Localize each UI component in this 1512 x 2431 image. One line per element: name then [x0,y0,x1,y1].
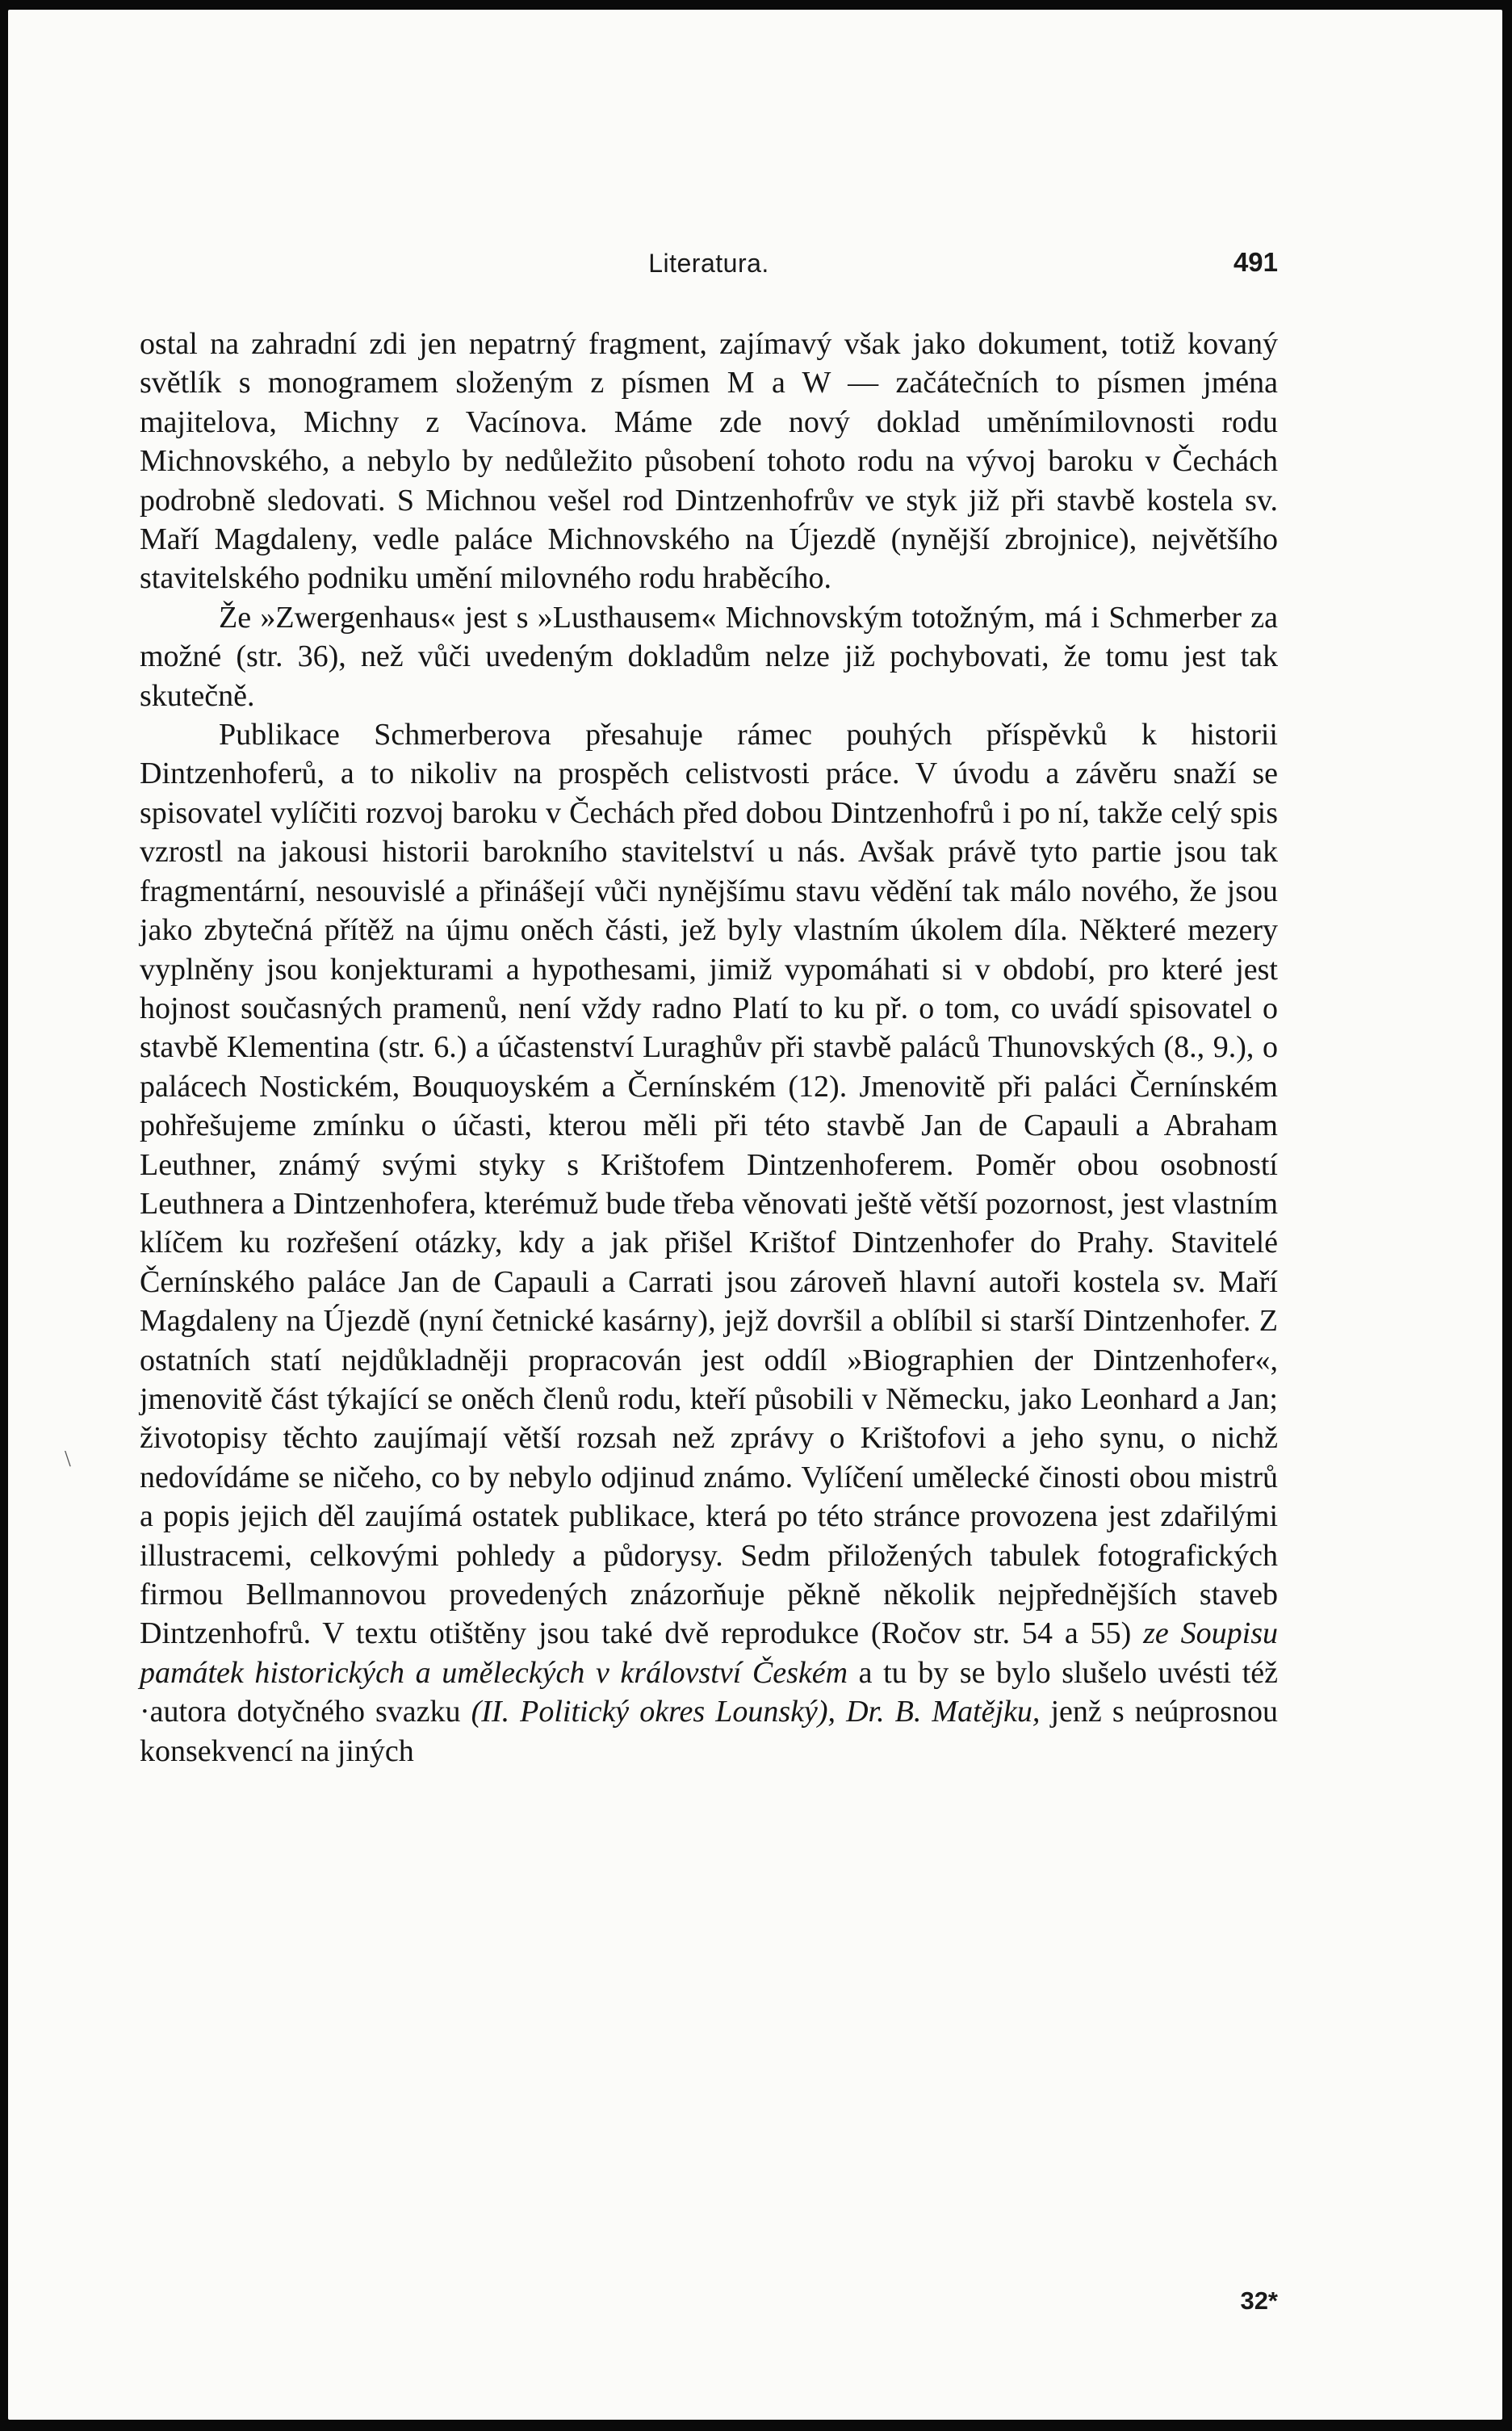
paragraph-publikace-end: jenž s neúprosnou konsekvencí na jiných [140,1695,1278,1768]
page-number: 491 [1233,247,1278,277]
italic-soupis-title: ze Soupisu památek historických a uměleckých v království Českém [140,1616,1279,1690]
signature-mark: 32* [1240,2286,1278,2315]
running-head [140,244,1278,284]
paragraph-zwergenhaus: Že »Zwergenhaus« jest s »Lusthausem« Michnovským totožným, má i Schmerber za možné (str. 36), než vůči uvedeným dokladům nelze již pochybovati, že tomu jest tak skutečně. [140,600,1278,713]
paragraph-continuation: ostal na zahradní zdi jen nepatrný fragment, zajímavý však jako dokument, totiž kovaný světlík s monogramem složeným z písmen M a W — začátečních to písmen jména majitelova, Michny z Vacínova. Máme zde nový doklad uměnímilovnosti rodu Michnovského, a nebylo by nedůležito působení tohoto rodu na vývoj baroku v Čechách podrobně sledovati. S Michnou vešel rod Dintzenhofrův ve styk již při stavbě kostela sv. Maří Magdaleny, vedle paláce Michnovského na Újezdě (nynější zbrojnice), největšího stavitelského podniku umění milovného rodu hraběcího. [140,327,1278,596]
margin-mark: \ [65,1447,71,1472]
paragraph-publikace [140,715,1278,1771]
italic-author-reference: (II. Politický okres Lounský), Dr. B. Matějku, [471,1695,1041,1729]
paragraph-publikace-middle: a tu by se bylo slušelo uvésti též ·autora dotyčného svazku [140,1655,1278,1729]
running-head-title: Literatura. [648,249,769,278]
paragraph-publikace-text: Publikace Schmerberova přesahuje rámec pouhých příspěvků k historii Dintzenhoferů, a to nikoliv na prospěch celistvosti práce. V úvodu a závěru snaží se spisovatel vylíčiti rozvoj baroku v Čechách před dobou Dintzenhofrů i po ní, takže celý spis vzrostl na jakousi historii barokního stavitelství u nás. Avšak právě tyto partie jsou tak fragmentární, nesouvislé a přinášejí vůči nynějšímu stavu vědění tak málo nového, že jsou jako zbytečná přítěž na újmu oněch části, jež byly vlastním úkolem díla. Některé mezery vyplněny jsou konjekturami a hypothesami, jimiž vypomáhati si v období, pro které jest hojnost současných pramenů, není vždy radno Platí to ku př. o tom, co uvádí spisovatel o stavbě Klementina (str. 6.) a účastenství Luraghův při stavbě paláců Thunovských (8., 9.), o palácech Nostickém, Bouquoyském a Černínském (12). Jmenovitě při paláci Černínském pohřešujeme zmínku o účasti, kterou měli při této stavbě Jan de Capauli a Abraham Leuthner, známý svými styky s Krištofem Dintzenhoferem. Poměr obou osobností Leuthnera a Dintzenhofera, kterémuž bude třeba věnovati ještě větší pozornost, jest vlastním klíčem ku rozřešení otázky, kdy a jak přišel Krištof Dintzenhofer do Prahy. Stavitelé Černínského paláce Jan de Capauli a Carrati jsou zároveň hlavní autoři kostela sv. Maří Magdaleny na Újezdě (nyní četnické kasárny), jejž dovršil a oblíbil si starší Dintzenhofer. Z ostatních statí nejdůkladněji propracován jest oddíl »Biographien der Dintzenhofer«, jmenovitě část týkající se oněch členů rodu, kteří působili v Německu, jako Leonhard a Jan; životopisy těchto zaujímají větší rozsah než zprávy o Krištofovi a jeho synu, o nichž nedovídáme se ničeho, co by nebylo odjinud známo. Vylíčení umělecké činosti obou mistrů a popis jejich děl zaujímá ostatek publikace, která po této stránce provozena jest zdařilými illustracemi, celkovými pohledy a půdorysy. Sedm přiložených tabulek fotografických firmou Bellmannovou provedených znázorňuje pěkně několik nejpřednějších staveb Dintzenhofrů. V textu otištěny jsou také dvě reprodukce (Ročov str. 54 a 55) [140,718,1278,1651]
body-text [140,325,1278,1771]
